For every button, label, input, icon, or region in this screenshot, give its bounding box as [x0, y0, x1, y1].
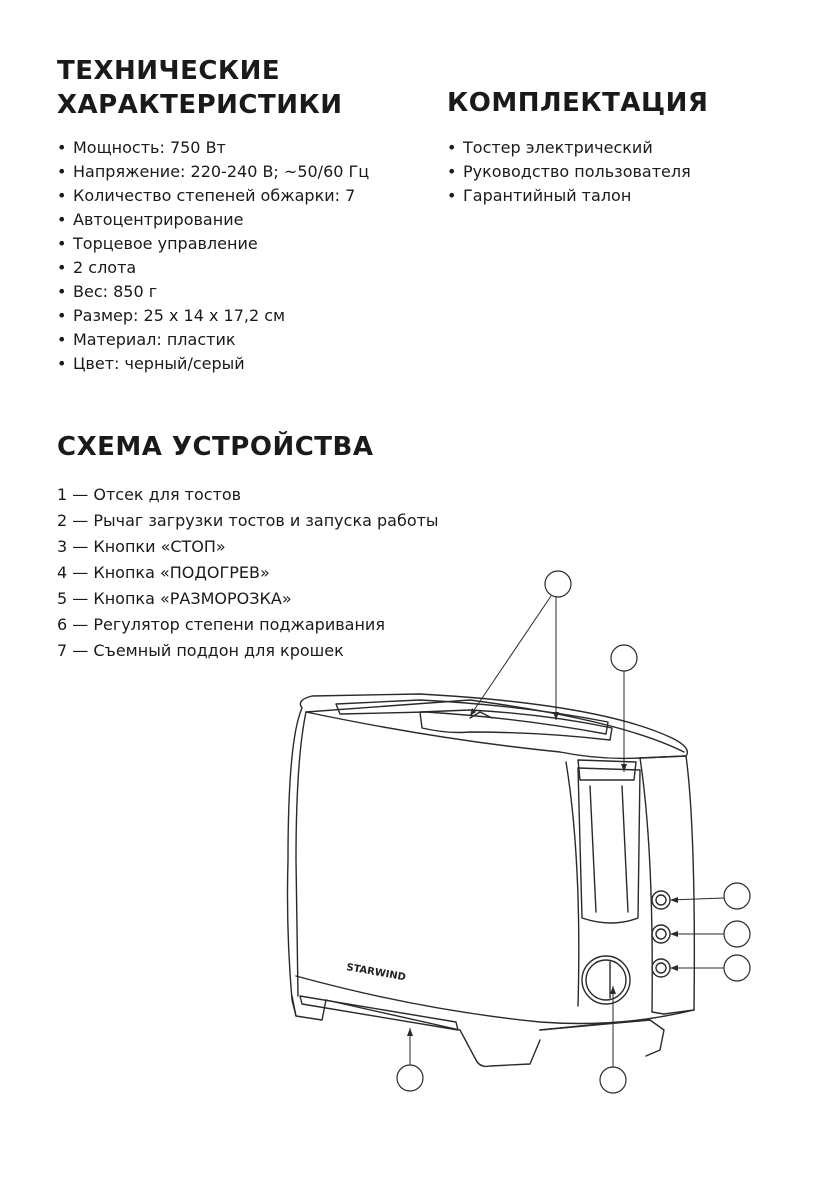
part-item: 1 — Отсек для тостов	[57, 485, 242, 504]
brand-logo: STARWIND	[345, 962, 407, 984]
part-item: 7 — Съемный поддон для крошек	[57, 641, 344, 660]
kit-list	[447, 136, 691, 208]
specs-heading	[57, 54, 397, 122]
specs-heading-line2: ХАРАКТЕРИСТИКИ	[57, 90, 343, 120]
spec-item: • Размер: 25 x 14 x 17,2 см	[57, 304, 369, 328]
spec-item: • Мощность: 750 Вт	[57, 136, 369, 160]
callout-7	[397, 1065, 423, 1091]
leader-1a	[470, 596, 551, 716]
callout-2	[611, 645, 637, 671]
callout-1	[545, 571, 571, 597]
leader-3	[670, 898, 724, 900]
browning-dial	[582, 956, 630, 1004]
reheat-button	[652, 925, 670, 943]
callout-5	[724, 955, 750, 981]
lever-slot	[578, 768, 640, 923]
specs-list	[57, 136, 369, 376]
specs-heading-line1: ТЕХНИЧЕСКИЕ	[57, 56, 281, 86]
spec-item: • Цвет: черный/серый	[57, 352, 369, 376]
kit-item: • Руководство пользователя	[447, 160, 691, 184]
spec-item: • Количество степеней обжарки: 7	[57, 184, 369, 208]
spec-item: • 2 слота	[57, 256, 369, 280]
toaster-right-foot	[540, 1020, 664, 1056]
callout-6	[600, 1067, 626, 1093]
part-item: 2 — Рычаг загрузки тостов и запуска работы	[57, 511, 439, 530]
spec-item: • Материал: пластик	[57, 328, 369, 352]
toaster-bottom-edge	[296, 976, 694, 1024]
part-item: 4 — Кнопка «ПОДОГРЕВ»	[57, 563, 270, 582]
spec-item: • Торцевое управление	[57, 232, 369, 256]
kit-item: • Тостер электрический	[447, 136, 691, 160]
part-item: 3 — Кнопки «СТОП»	[57, 537, 226, 556]
callout-3	[724, 883, 750, 909]
part-item: 6 — Регулятор степени поджаривания	[57, 615, 385, 634]
spec-item: • Автоцентрирование	[57, 208, 369, 232]
toast-slot-back	[420, 710, 612, 740]
part-item: 5 — Кнопка «РАЗМОРОЗКА»	[57, 589, 292, 608]
kit-heading: КОМПЛЕКТАЦИЯ	[447, 88, 709, 118]
spec-item: • Напряжение: 220-240 В; ~50/60 Гц	[57, 160, 369, 184]
callout-4	[724, 921, 750, 947]
kit-item: • Гарантийный талон	[447, 184, 691, 208]
stop-button	[652, 891, 670, 909]
toaster-diagram	[260, 560, 760, 1100]
defrost-button	[652, 959, 670, 977]
toaster-base-front	[326, 1000, 540, 1066]
scheme-heading: СХЕМА УСТРОЙСТВА	[57, 432, 374, 462]
spec-item: • Вес: 850 г	[57, 280, 369, 304]
